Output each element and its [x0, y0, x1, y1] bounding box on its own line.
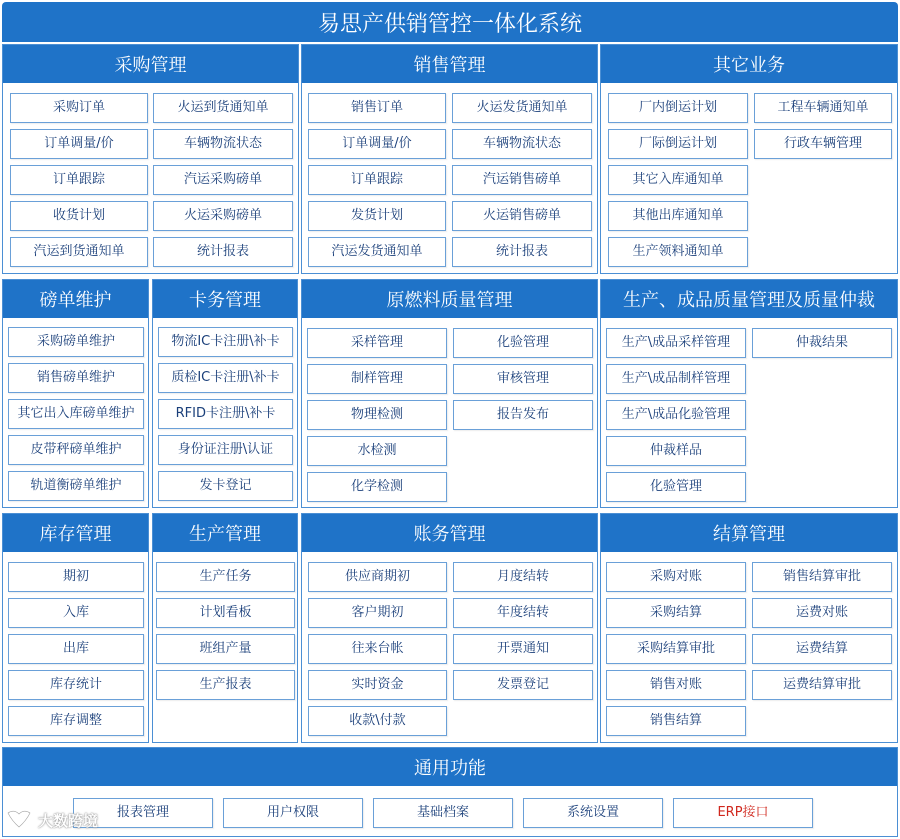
menu-freight-settle-approval[interactable]: 运费结算审批 — [752, 670, 892, 700]
menu-engineering-vehicle-notice[interactable]: 工程车辆通知单 — [754, 93, 892, 123]
menu-base-archive[interactable]: 基础档案 — [373, 798, 513, 828]
menu-stock-in[interactable]: 入库 — [8, 598, 144, 628]
menu-other-inbound-notice[interactable]: 其它入库通知单 — [608, 165, 748, 195]
menu-sales-weigh-maint[interactable]: 销售磅单维护 — [8, 363, 144, 393]
menu-team-output[interactable]: 班组产量 — [156, 634, 295, 664]
menu-quality-ic-card[interactable]: 质检IC卡注册\补卡 — [158, 363, 293, 393]
app-title: 易思产供销管控一体化系统 — [2, 2, 898, 42]
panel-title-prod-quality: 生产、成品质量管理及质量仲裁 — [601, 280, 897, 318]
menu-sales-order-tracking[interactable]: 订单跟踪 — [308, 165, 446, 195]
menu-sales-reconcile[interactable]: 销售对账 — [606, 670, 746, 700]
menu-belt-scale-weigh-maint[interactable]: 皮带秤磅单维护 — [8, 435, 144, 465]
menu-realtime-funds[interactable]: 实时资金 — [308, 670, 447, 700]
panel-weigh — [2, 279, 149, 508]
menu-lab-mgmt[interactable]: 化验管理 — [453, 328, 593, 358]
menu-receipt-payment[interactable]: 收款\付款 — [308, 706, 447, 736]
menu-stock-statistics[interactable]: 库存统计 — [8, 670, 144, 700]
menu-sales-vehicle-status[interactable]: 车辆物流状态 — [452, 129, 592, 159]
menu-plan-board[interactable]: 计划看板 — [156, 598, 295, 628]
menu-prod-lab-mgmt[interactable]: 生产\成品化验管理 — [606, 400, 746, 430]
panel-raw-quality — [301, 279, 598, 508]
menu-sales-report[interactable]: 统计报表 — [452, 237, 592, 267]
panel-title-other: 其它业务 — [601, 45, 897, 83]
menu-purchase-report[interactable]: 统计报表 — [153, 237, 293, 267]
menu-freight-settle[interactable]: 运费结算 — [752, 634, 892, 664]
menu-receiving-plan[interactable]: 收货计划 — [10, 201, 148, 231]
menu-sampling-mgmt[interactable]: 采样管理 — [307, 328, 447, 358]
panel-title-weigh: 磅单维护 — [3, 280, 148, 318]
panel-card — [152, 279, 298, 508]
menu-shipping-plan[interactable]: 发货计划 — [308, 201, 446, 231]
panel-title-accounts: 账务管理 — [302, 514, 597, 552]
menu-rail-shipping-notice[interactable]: 火运发货通知单 — [452, 93, 592, 123]
menu-prod-sample-prep-mgmt[interactable]: 生产\成品制样管理 — [606, 364, 746, 394]
menu-rail-sales-weigh[interactable]: 火运销售磅单 — [452, 201, 592, 231]
menu-id-card-auth[interactable]: 身份证注册\认证 — [158, 435, 293, 465]
menu-order-adjust[interactable]: 订单调量/价 — [10, 129, 148, 159]
menu-annual-carryover[interactable]: 年度结转 — [453, 598, 593, 628]
panel-title-inventory: 库存管理 — [3, 514, 148, 552]
panel-title-settlement: 结算管理 — [601, 514, 897, 552]
menu-card-issue-register[interactable]: 发卡登记 — [158, 471, 293, 501]
menu-sales-order-adjust[interactable]: 订单调量/价 — [308, 129, 446, 159]
panel-accounts — [301, 513, 598, 743]
panel-title-general: 通用功能 — [3, 748, 897, 786]
menu-sample-prep-mgmt[interactable]: 制样管理 — [307, 364, 447, 394]
menu-production-task[interactable]: 生产任务 — [156, 562, 295, 592]
menu-invoice-register[interactable]: 发票登记 — [453, 670, 593, 700]
panel-inventory — [2, 513, 149, 743]
menu-physical-test[interactable]: 物理检测 — [307, 400, 447, 430]
watermark-logo-icon — [4, 809, 34, 831]
panel-title-production: 生产管理 — [153, 514, 297, 552]
menu-arbitration-sample[interactable]: 仲裁样品 — [606, 436, 746, 466]
menu-truck-sales-weigh[interactable]: 汽运销售磅单 — [452, 165, 592, 195]
menu-purchase-reconcile[interactable]: 采购对账 — [606, 562, 746, 592]
panel-sales — [301, 44, 598, 274]
menu-audit-mgmt[interactable]: 审核管理 — [453, 364, 593, 394]
panel-general — [2, 747, 898, 837]
menu-interplant-transfer-plan[interactable]: 厂际倒运计划 — [608, 129, 748, 159]
watermark — [4, 806, 98, 834]
panel-title-purchase: 采购管理 — [3, 45, 298, 83]
menu-report-mgmt[interactable]: 报表管理 — [73, 798, 213, 828]
menu-rfid-card[interactable]: RFID卡注册\补卡 — [158, 399, 293, 429]
menu-other-outbound-notice[interactable]: 其他出库通知单 — [608, 201, 748, 231]
panel-title-raw-quality: 原燃料质量管理 — [302, 280, 597, 318]
menu-production-report[interactable]: 生产报表 — [156, 670, 295, 700]
menu-water-test[interactable]: 水检测 — [307, 436, 447, 466]
menu-logistics-ic-card[interactable]: 物流IC卡注册\补卡 — [158, 327, 293, 357]
menu-monthly-carryover[interactable]: 月度结转 — [453, 562, 593, 592]
panel-other — [600, 44, 898, 274]
menu-production-requisition[interactable]: 生产领料通知单 — [608, 237, 748, 267]
menu-opening-balance[interactable]: 期初 — [8, 562, 144, 592]
menu-chemical-test[interactable]: 化学检测 — [307, 472, 447, 502]
menu-sales-settle-approval[interactable]: 销售结算审批 — [752, 562, 892, 592]
menu-user-permission[interactable]: 用户权限 — [223, 798, 363, 828]
menu-other-io-weigh-maint[interactable]: 其它出入库磅单维护 — [8, 399, 144, 429]
menu-rail-scale-weigh-maint[interactable]: 轨道衡磅单维护 — [8, 471, 144, 501]
menu-freight-reconcile[interactable]: 运费对账 — [752, 598, 892, 628]
menu-invoice-notice[interactable]: 开票通知 — [453, 634, 593, 664]
menu-prod-sampling-mgmt[interactable]: 生产\成品采样管理 — [606, 328, 746, 358]
panel-purchase — [2, 44, 299, 274]
menu-sales-settle[interactable]: 销售结算 — [606, 706, 746, 736]
panel-title-sales: 销售管理 — [302, 45, 597, 83]
panel-production — [152, 513, 298, 743]
menu-ledger[interactable]: 往来台帐 — [308, 634, 447, 664]
menu-sales-order[interactable]: 销售订单 — [308, 93, 446, 123]
menu-purchase-settle-approval[interactable]: 采购结算审批 — [606, 634, 746, 664]
menu-prod-lab-mgmt-2[interactable]: 化验管理 — [606, 472, 746, 502]
menu-supplier-opening[interactable]: 供应商期初 — [308, 562, 447, 592]
menu-customer-opening[interactable]: 客户期初 — [308, 598, 447, 628]
panel-settlement — [600, 513, 898, 743]
menu-truck-arrival-notice[interactable]: 汽运到货通知单 — [10, 237, 148, 267]
menu-erp-interface[interactable]: ERP接口 — [673, 798, 813, 828]
watermark-text: 大数跨境 — [38, 811, 99, 830]
menu-purchase-weigh-maint[interactable]: 采购磅单维护 — [8, 327, 144, 357]
menu-purchase-settle[interactable]: 采购结算 — [606, 598, 746, 628]
menu-rail-purchase-weigh[interactable]: 火运采购磅单 — [153, 201, 293, 231]
menu-truck-purchase-weigh[interactable]: 汽运采购磅单 — [153, 165, 293, 195]
menu-purchase-order[interactable]: 采购订单 — [10, 93, 148, 123]
menu-stock-out[interactable]: 出库 — [8, 634, 144, 664]
menu-vehicle-status[interactable]: 车辆物流状态 — [153, 129, 293, 159]
menu-rail-arrival-notice[interactable]: 火运到货通知单 — [153, 93, 293, 123]
menu-order-tracking[interactable]: 订单跟踪 — [10, 165, 148, 195]
menu-truck-shipping-notice[interactable]: 汽运发货通知单 — [308, 237, 446, 267]
panel-title-card: 卡务管理 — [153, 280, 297, 318]
menu-arbitration-result[interactable]: 仲裁结果 — [752, 328, 892, 358]
menu-admin-vehicle-mgmt[interactable]: 行政车辆管理 — [754, 129, 892, 159]
menu-report-publish[interactable]: 报告发布 — [453, 400, 593, 430]
menu-stock-adjust[interactable]: 库存调整 — [8, 706, 144, 736]
menu-internal-transfer-plan[interactable]: 厂内倒运计划 — [608, 93, 748, 123]
panel-prod-quality — [600, 279, 898, 508]
menu-system-settings[interactable]: 系统设置 — [523, 798, 663, 828]
